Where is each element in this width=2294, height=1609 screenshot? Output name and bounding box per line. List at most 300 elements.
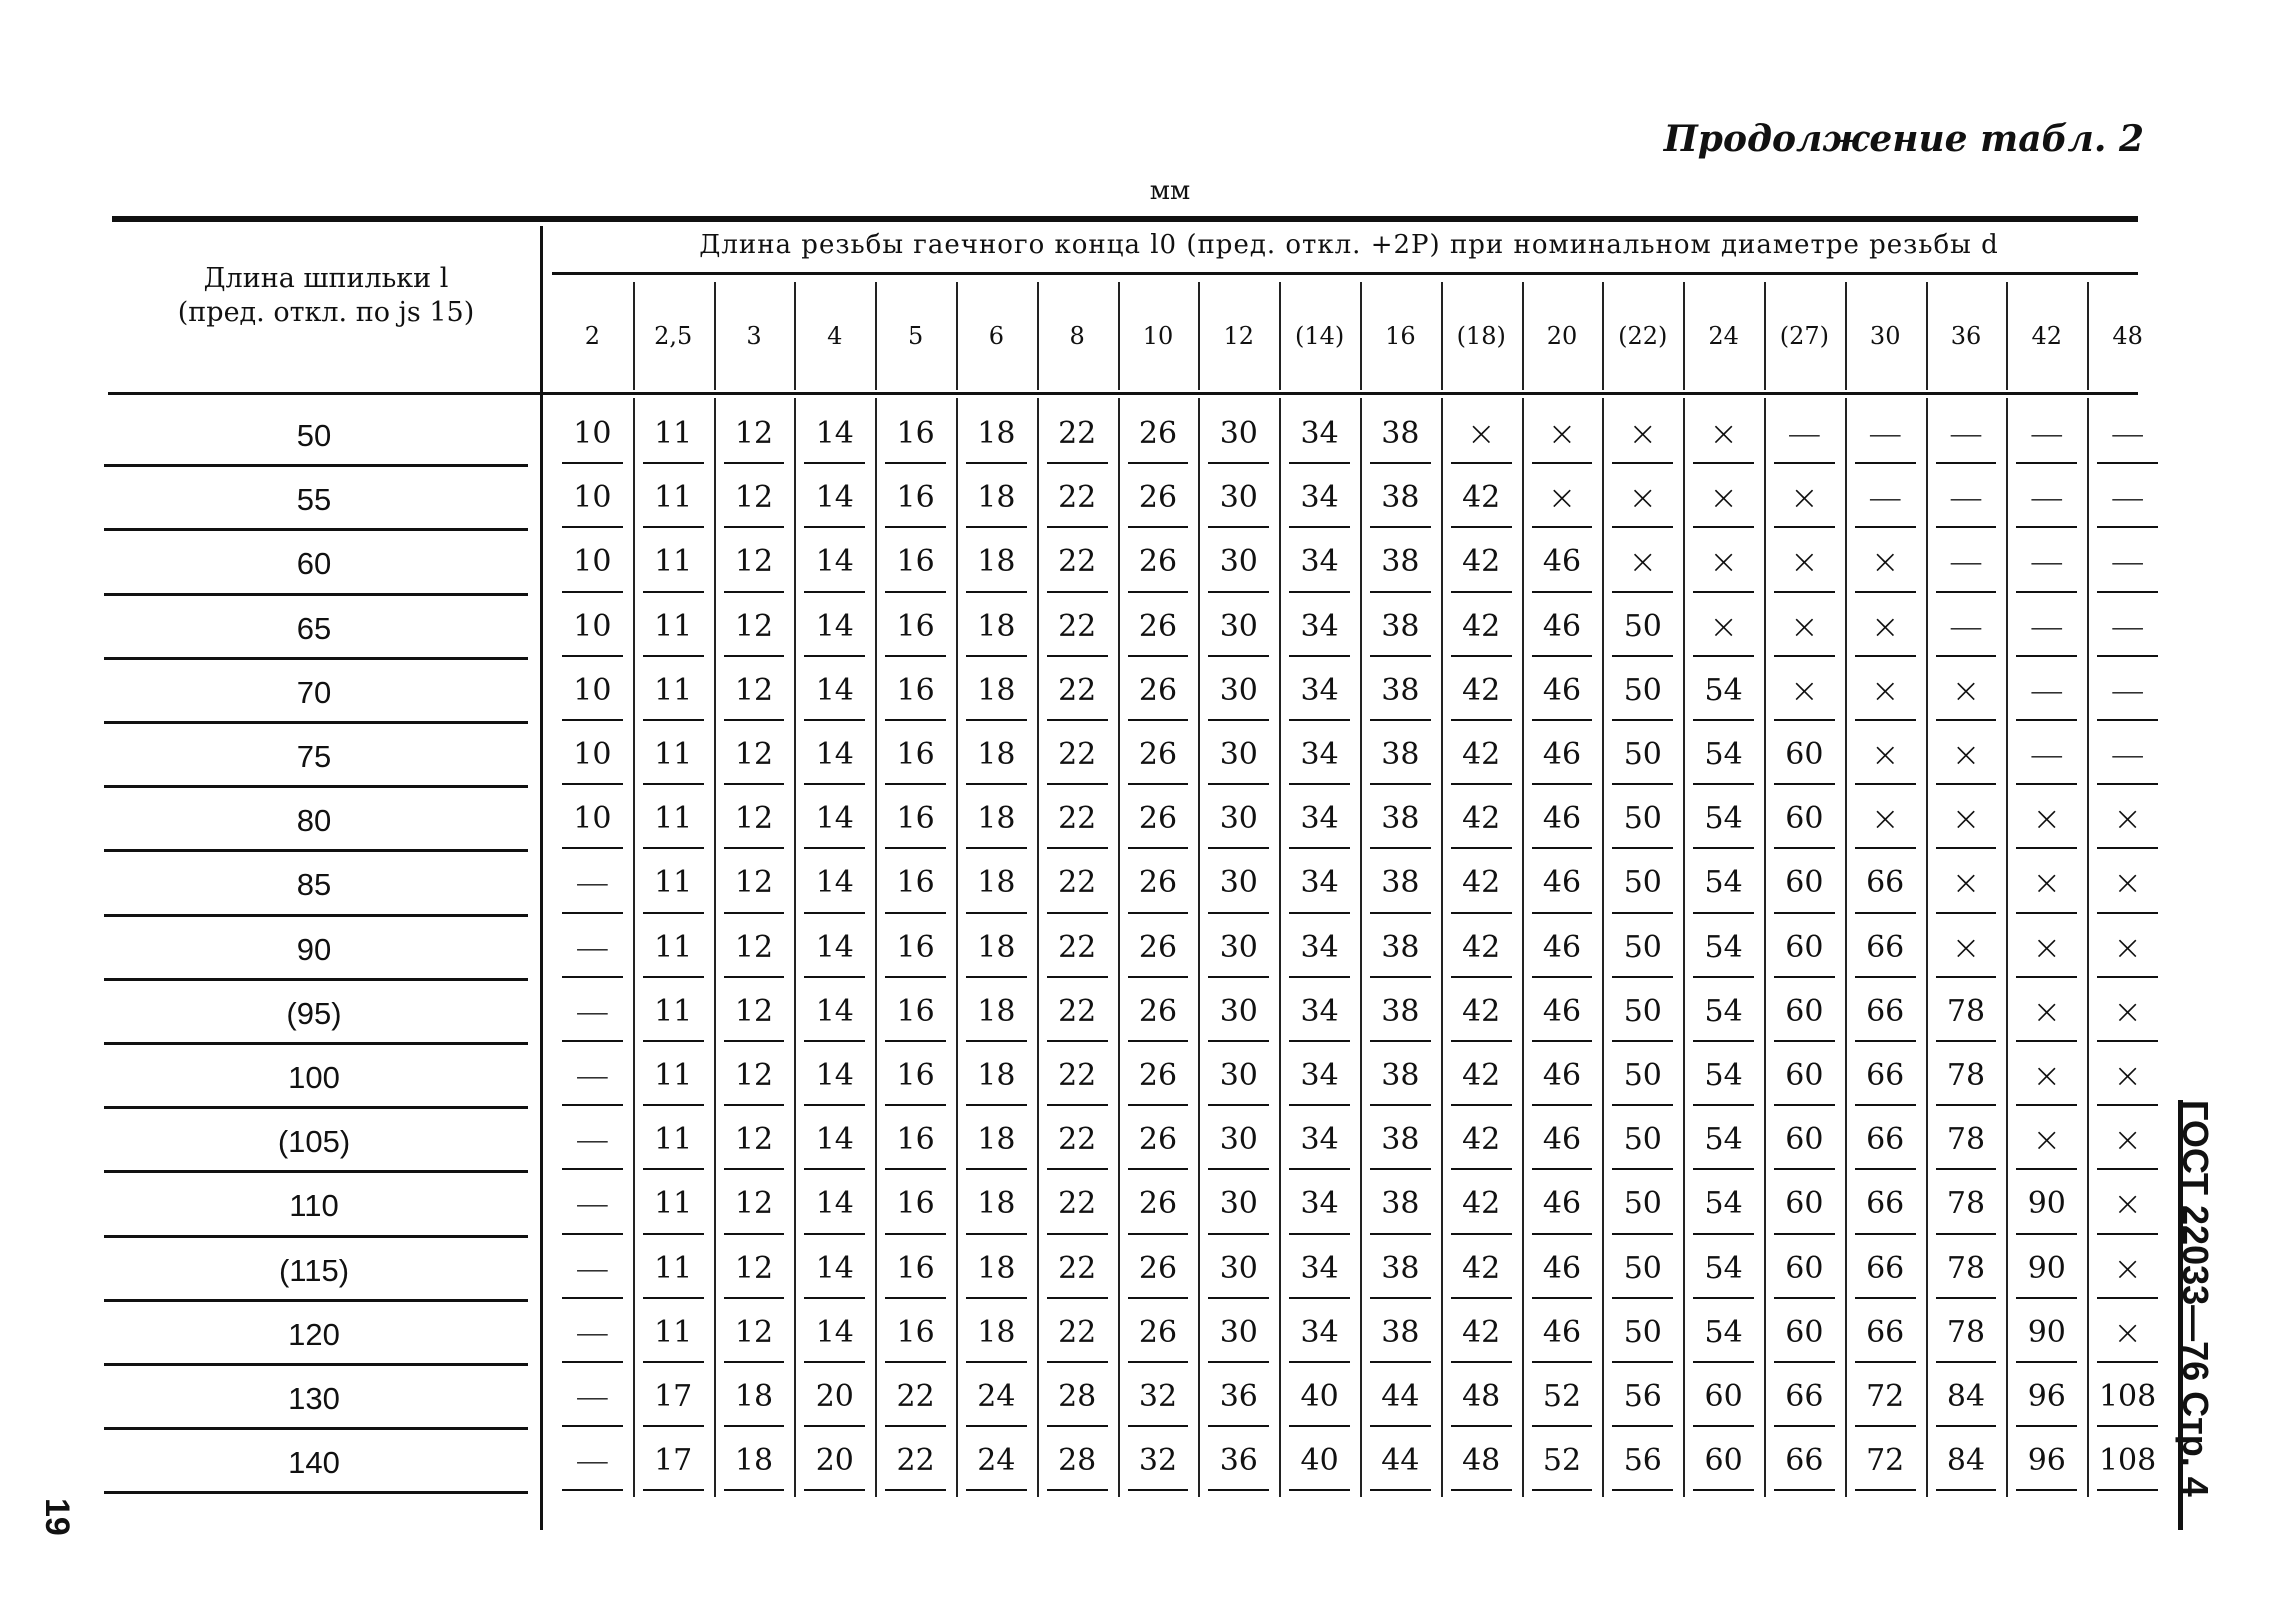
column-divider xyxy=(1118,282,1120,390)
table-cell xyxy=(714,1048,795,1104)
not-applicable-mark: × xyxy=(2113,1248,2142,1289)
table-cell xyxy=(794,470,875,526)
cell-underline xyxy=(885,1168,946,1170)
table-cell xyxy=(633,920,714,976)
cell-underline xyxy=(1774,1040,1835,1042)
table-cell xyxy=(1764,1369,1845,1425)
table-cell xyxy=(633,1176,714,1232)
cell-underline xyxy=(1208,526,1269,528)
cell-value: 16 xyxy=(896,865,935,901)
cell-underline xyxy=(1289,847,1350,849)
table-cell xyxy=(956,1176,1037,1232)
table-cell xyxy=(1360,1241,1441,1297)
cell-underline xyxy=(1128,1361,1189,1363)
cell-value: 36 xyxy=(1219,1379,1258,1415)
cell-value: 54 xyxy=(1704,1122,1743,1158)
table-cell xyxy=(1926,984,2007,1040)
table-cell xyxy=(1360,663,1441,719)
cell-value: 54 xyxy=(1704,1314,1743,1350)
table-cell xyxy=(794,1048,875,1104)
dash-mark: — xyxy=(575,1248,610,1289)
cell-underline xyxy=(562,462,623,464)
cell-value: 46 xyxy=(1542,672,1582,708)
cell-underline xyxy=(804,719,865,721)
table-cell xyxy=(1602,663,1683,719)
table-cell xyxy=(1198,1369,1279,1425)
cell-value: 54 xyxy=(1704,672,1743,708)
table-cell xyxy=(714,406,795,462)
cell-underline xyxy=(1208,1489,1269,1491)
dash-mark: — xyxy=(1868,414,1903,455)
table-cell xyxy=(1441,599,1522,655)
row-rule xyxy=(104,1235,528,1238)
cell-value: 54 xyxy=(1704,993,1743,1029)
cell-value: 30 xyxy=(1219,544,1258,580)
table-cell xyxy=(1845,984,1926,1040)
table-cell xyxy=(1279,1112,1360,1168)
table-cell xyxy=(1360,727,1441,783)
cell-value: 66 xyxy=(1866,1314,1905,1350)
cell-underline xyxy=(1612,1233,1673,1235)
cell-underline xyxy=(966,847,1027,849)
table-cell xyxy=(714,1433,795,1489)
cell-value: 17 xyxy=(654,1443,693,1479)
table-cell xyxy=(1118,1241,1199,1297)
table-cell xyxy=(2087,855,2168,911)
table-cell xyxy=(956,1433,1037,1489)
cell-value: 12 xyxy=(734,1314,774,1350)
table-cell xyxy=(1683,663,1764,719)
continuation-title: Продолжение табл. 2 xyxy=(1663,118,2144,160)
cell-value: 26 xyxy=(1138,929,1178,965)
cell-value: 11 xyxy=(654,1122,693,1158)
cell-value: 20 xyxy=(815,1443,854,1479)
cell-underline xyxy=(1047,1040,1108,1042)
table-cell xyxy=(1602,855,1683,911)
cell-underline xyxy=(1128,462,1189,464)
dash-mark: — xyxy=(575,1056,610,1097)
cell-value: 30 xyxy=(1219,1186,1258,1222)
cell-underline xyxy=(1774,1425,1835,1427)
table-cell xyxy=(1683,406,1764,462)
table-cell xyxy=(1845,663,1926,719)
cell-value: 32 xyxy=(1138,1443,1178,1479)
cell-underline xyxy=(804,462,865,464)
cell-underline xyxy=(1451,912,1512,914)
cell-value: 28 xyxy=(1058,1379,1097,1415)
cell-underline xyxy=(1693,1361,1754,1363)
cell-underline xyxy=(1208,1233,1269,1235)
table-cell xyxy=(956,1369,1037,1425)
cell-underline xyxy=(1936,1489,1997,1491)
table-cell xyxy=(1683,470,1764,526)
cell-underline xyxy=(2016,976,2077,978)
cell-value: 38 xyxy=(1381,544,1420,580)
table-cell xyxy=(875,1305,956,1361)
cell-value: 42 xyxy=(1462,737,1501,773)
cell-value: 18 xyxy=(734,1379,774,1415)
table-cell xyxy=(2087,791,2168,847)
table-cell xyxy=(1279,791,1360,847)
cell-underline xyxy=(562,976,623,978)
not-applicable-mark: × xyxy=(1870,606,1900,647)
table-cell xyxy=(552,1112,633,1168)
column-divider xyxy=(1279,282,1281,390)
cell-underline xyxy=(643,1297,704,1299)
table-cell xyxy=(1683,534,1764,590)
cell-underline xyxy=(2097,719,2158,721)
table-cell xyxy=(1926,920,2007,976)
row-label: 80 xyxy=(296,803,332,839)
cell-underline xyxy=(1208,1040,1269,1042)
not-applicable-mark: × xyxy=(2032,927,2062,968)
table-cell xyxy=(552,470,633,526)
cell-underline xyxy=(1128,1168,1189,1170)
cell-underline xyxy=(2097,1297,2158,1299)
cell-value: 12 xyxy=(734,1058,774,1094)
cell-underline xyxy=(1128,912,1189,914)
table-cell xyxy=(1198,1305,1279,1361)
cell-value: 72 xyxy=(1866,1379,1905,1415)
cell-value: 22 xyxy=(1058,1186,1097,1222)
cell-underline xyxy=(1370,1233,1431,1235)
not-applicable-mark: × xyxy=(2113,1120,2142,1161)
cell-value: 46 xyxy=(1542,929,1582,965)
column-header: 48 xyxy=(2112,322,2143,350)
not-applicable-mark: × xyxy=(1870,670,1900,711)
table-cell xyxy=(875,920,956,976)
not-applicable-mark: × xyxy=(1547,414,1577,455)
cell-value: 10 xyxy=(573,672,612,708)
cell-underline xyxy=(1855,591,1916,593)
table-cell xyxy=(714,855,795,911)
cell-underline xyxy=(1370,462,1431,464)
cell-underline xyxy=(2016,1104,2077,1106)
cell-value: 16 xyxy=(896,737,935,773)
side-margin xyxy=(2175,1100,2246,1560)
cell-underline xyxy=(724,912,785,914)
cell-underline xyxy=(1936,462,1997,464)
table-cell xyxy=(1198,1433,1279,1489)
cell-underline xyxy=(2016,526,2077,528)
table-cell xyxy=(1522,984,1603,1040)
column-divider xyxy=(1441,282,1443,390)
cell-value: 46 xyxy=(1542,865,1582,901)
cell-value: 26 xyxy=(1138,801,1178,837)
cell-underline xyxy=(1208,783,1269,785)
cell-underline xyxy=(1774,847,1835,849)
table-cell xyxy=(1279,1048,1360,1104)
cell-value: 36 xyxy=(1219,1443,1258,1479)
table-cell xyxy=(2006,1369,2087,1425)
cell-underline xyxy=(885,1297,946,1299)
cell-value: 18 xyxy=(977,1250,1016,1286)
column-header: 24 xyxy=(1708,322,1739,350)
table-cell xyxy=(956,1305,1037,1361)
cell-underline xyxy=(1532,591,1593,593)
not-applicable-mark: × xyxy=(2032,1120,2062,1161)
cell-value: 12 xyxy=(734,993,774,1029)
cell-underline xyxy=(1451,1233,1512,1235)
cell-value: 18 xyxy=(977,544,1016,580)
table-cell xyxy=(1683,1241,1764,1297)
table-cell xyxy=(1845,599,1926,655)
table-cell xyxy=(1037,920,1118,976)
cell-value: 108 xyxy=(2098,1379,2157,1415)
cell-underline xyxy=(1047,655,1108,657)
not-applicable-mark: × xyxy=(1870,735,1900,776)
cell-underline xyxy=(1451,591,1512,593)
table-cell xyxy=(1279,1176,1360,1232)
column-header: 2 xyxy=(584,322,601,350)
dash-mark: — xyxy=(2110,542,2145,583)
dash-mark: — xyxy=(2029,542,2064,583)
column-divider xyxy=(794,282,796,390)
column-header: 30 xyxy=(1869,322,1901,350)
table-cell xyxy=(552,663,633,719)
table-cell xyxy=(1198,727,1279,783)
cell-underline xyxy=(562,719,623,721)
table-cell xyxy=(2006,1305,2087,1361)
cell-value: 46 xyxy=(1542,801,1582,837)
table-cell xyxy=(2006,1241,2087,1297)
row-label: 100 xyxy=(288,1060,340,1095)
cell-value: 38 xyxy=(1381,672,1420,708)
cell-underline xyxy=(1612,912,1673,914)
cell-value: 50 xyxy=(1623,1314,1662,1350)
cell-underline xyxy=(2097,1168,2158,1170)
cell-underline xyxy=(1612,847,1673,849)
standard-reference: ГОСТ 22033—76 Стр. 4 xyxy=(2175,1100,2216,1497)
cell-underline xyxy=(1289,1104,1350,1106)
row-header xyxy=(112,262,540,330)
cell-underline xyxy=(966,912,1027,914)
column-header: (14) xyxy=(1294,322,1345,350)
dash-mark: — xyxy=(1868,478,1903,519)
table-cell xyxy=(1360,1176,1441,1232)
dash-mark: — xyxy=(1948,542,1983,583)
not-applicable-mark: × xyxy=(1951,863,1981,904)
cell-underline xyxy=(1128,1104,1189,1106)
cell-underline xyxy=(724,591,785,593)
cell-underline xyxy=(885,976,946,978)
cell-underline xyxy=(1936,655,1997,657)
cell-underline xyxy=(1855,1489,1916,1491)
cell-underline xyxy=(1370,1104,1431,1106)
table-cell xyxy=(1926,1305,2007,1361)
column-divider xyxy=(1764,282,1766,390)
dash-mark: — xyxy=(1948,414,1983,455)
table-cell xyxy=(1602,1176,1683,1232)
table-cell xyxy=(1118,855,1199,911)
cell-underline xyxy=(1451,1361,1512,1363)
cell-underline xyxy=(1289,462,1350,464)
cell-value: 26 xyxy=(1138,1250,1178,1286)
row-rule xyxy=(104,1427,528,1430)
cell-value: 24 xyxy=(977,1443,1016,1479)
cell-value: 60 xyxy=(1704,1443,1743,1479)
cell-value: 18 xyxy=(977,1122,1016,1158)
table-cell xyxy=(1279,1241,1360,1297)
table-cell xyxy=(1845,1048,1926,1104)
cell-value: 28 xyxy=(1058,1443,1097,1479)
cell-underline xyxy=(1208,719,1269,721)
not-applicable-mark: × xyxy=(1709,478,1738,519)
table-cell xyxy=(794,1305,875,1361)
cell-underline xyxy=(1936,847,1997,849)
cell-value: 96 xyxy=(2027,1443,2066,1479)
cell-underline xyxy=(643,847,704,849)
dash-mark: — xyxy=(1787,414,1822,455)
cell-value: 30 xyxy=(1219,865,1258,901)
cell-value: 10 xyxy=(573,801,612,837)
cell-underline xyxy=(1451,719,1512,721)
table-cell xyxy=(1441,1369,1522,1425)
cell-underline xyxy=(2016,591,2077,593)
cell-underline xyxy=(643,976,704,978)
cell-underline xyxy=(1208,462,1269,464)
cell-value: 26 xyxy=(1138,1186,1178,1222)
cell-underline xyxy=(1532,1425,1593,1427)
table-cell xyxy=(1683,1369,1764,1425)
cell-value: 90 xyxy=(2027,1250,2066,1286)
cell-underline xyxy=(1774,655,1835,657)
not-applicable-mark: × xyxy=(1790,542,1819,583)
cell-value: 56 xyxy=(1623,1443,1662,1479)
cell-underline xyxy=(2097,1233,2158,1235)
cell-value: 22 xyxy=(1058,737,1097,773)
table-cell xyxy=(1118,727,1199,783)
table-cell xyxy=(1602,406,1683,462)
cell-value: 11 xyxy=(654,1186,693,1222)
cell-value: 90 xyxy=(2027,1186,2066,1222)
row-label: 130 xyxy=(288,1381,340,1416)
table-cell xyxy=(552,920,633,976)
table-cell xyxy=(1522,920,1603,976)
cell-underline xyxy=(1532,1361,1593,1363)
cell-underline xyxy=(1936,1425,1997,1427)
cell-value: 44 xyxy=(1381,1379,1420,1415)
cell-underline xyxy=(1774,1104,1835,1106)
row-rule xyxy=(104,593,528,596)
cell-underline xyxy=(885,1425,946,1427)
cell-value: 22 xyxy=(1058,480,1097,516)
cell-underline xyxy=(1370,719,1431,721)
cell-underline xyxy=(1289,655,1350,657)
table-cell xyxy=(1037,1176,1118,1232)
cell-underline xyxy=(562,912,623,914)
cell-value: 46 xyxy=(1542,1250,1582,1286)
table-cell xyxy=(1764,984,1845,1040)
table-cell xyxy=(956,984,1037,1040)
cell-underline xyxy=(1451,783,1512,785)
table-cell xyxy=(1118,406,1199,462)
cell-underline xyxy=(2016,1489,2077,1491)
table-cell xyxy=(794,663,875,719)
cell-underline xyxy=(2097,655,2158,657)
table-cell xyxy=(1037,984,1118,1040)
cell-underline xyxy=(1936,526,1997,528)
cell-underline xyxy=(1128,847,1189,849)
cell-value: 50 xyxy=(1623,865,1662,901)
cell-value: 16 xyxy=(896,608,935,644)
column-divider xyxy=(1198,282,1200,390)
cell-value: 26 xyxy=(1138,1122,1178,1158)
column-header: (27) xyxy=(1779,322,1830,350)
table-cell xyxy=(1279,534,1360,590)
cell-underline xyxy=(885,719,946,721)
cell-value: 34 xyxy=(1300,929,1339,965)
cell-value: 38 xyxy=(1381,1058,1420,1094)
cell-value: 42 xyxy=(1462,1314,1501,1350)
table-cell xyxy=(1198,855,1279,911)
cell-underline xyxy=(1855,1104,1916,1106)
cell-value: 46 xyxy=(1542,1314,1582,1350)
cell-underline xyxy=(724,976,785,978)
not-applicable-mark: × xyxy=(1951,670,1981,711)
table-cell xyxy=(794,791,875,847)
table-cell xyxy=(2006,855,2087,911)
table-cell xyxy=(1764,920,1845,976)
cell-underline xyxy=(1370,655,1431,657)
row-rule xyxy=(104,528,528,531)
table-cell xyxy=(2006,1048,2087,1104)
cell-value: 90 xyxy=(2027,1314,2066,1350)
column-header: 10 xyxy=(1142,322,1174,350)
not-applicable-mark: × xyxy=(1709,542,1738,583)
cell-value: 38 xyxy=(1381,801,1420,837)
not-applicable-mark: × xyxy=(2113,799,2142,840)
table-cell xyxy=(1037,1112,1118,1168)
not-applicable-mark: × xyxy=(1466,414,1496,455)
table-cell xyxy=(1845,1241,1926,1297)
table-cell xyxy=(956,534,1037,590)
cell-underline xyxy=(885,912,946,914)
table-cell xyxy=(1360,1112,1441,1168)
cell-underline xyxy=(562,1104,623,1106)
cell-underline xyxy=(1532,1297,1593,1299)
cell-underline xyxy=(804,591,865,593)
table-cell xyxy=(552,1048,633,1104)
table-cell xyxy=(1441,727,1522,783)
cell-underline xyxy=(1693,912,1754,914)
cell-underline xyxy=(885,591,946,593)
table-cell xyxy=(956,791,1037,847)
cell-underline xyxy=(1612,655,1673,657)
cell-value: 16 xyxy=(896,929,935,965)
cell-value: 52 xyxy=(1542,1379,1582,1415)
table-cell xyxy=(1037,727,1118,783)
table-cell xyxy=(1360,406,1441,462)
cell-underline xyxy=(966,1168,1027,1170)
cell-value: 84 xyxy=(1946,1443,1986,1479)
row-label: 85 xyxy=(296,867,332,903)
cell-underline xyxy=(1693,462,1754,464)
table-cell xyxy=(2006,727,2087,783)
table-cell xyxy=(2087,470,2168,526)
cell-underline xyxy=(2016,462,2077,464)
table-cell xyxy=(1683,1305,1764,1361)
cell-value: 12 xyxy=(734,480,774,516)
cell-underline xyxy=(2016,719,2077,721)
cell-value: 14 xyxy=(815,865,854,901)
cell-underline xyxy=(1855,1168,1916,1170)
cell-underline xyxy=(1128,1297,1189,1299)
cell-value: 22 xyxy=(1058,801,1097,837)
cell-underline xyxy=(885,655,946,657)
table-cell xyxy=(794,984,875,1040)
table-cell xyxy=(1522,727,1603,783)
